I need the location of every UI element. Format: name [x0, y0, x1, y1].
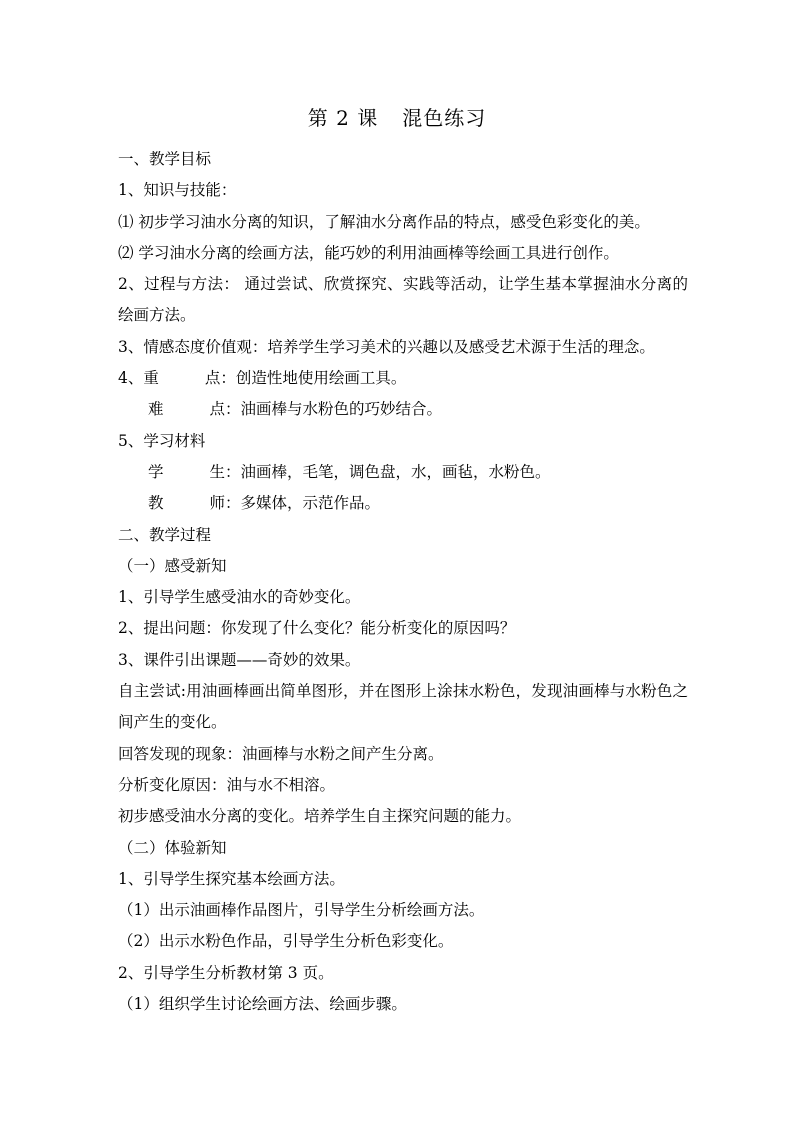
objective-item-1: ⑴ 初步学习油水分离的知识，了解油水分离作品的特点，感受色彩变化的美。	[118, 212, 650, 231]
materials-teacher	[118, 488, 688, 519]
process-item: （1）组织学生讨论绘画方法、绘画步骤。	[118, 995, 407, 1014]
objective-process: 2、过程与方法： 通过尝试、欣赏探究、实践等活动，让学生基本掌握油水分离的绘画方法。	[118, 275, 688, 325]
lesson-number: 第 2 课	[307, 106, 379, 130]
objective-item-2: ⑵ 学习油水分离的绘画方法，能巧妙的利用油画棒等绘画工具进行创作。	[118, 243, 619, 262]
key-point-label: 4、重	[118, 369, 159, 388]
page-title	[0, 104, 794, 132]
subsection-perceive: （一）感受新知	[118, 556, 227, 575]
process-item: 2、引导学生分析教材第 3 页。	[118, 963, 334, 982]
materials-teacher-label: 教	[148, 494, 164, 513]
objective-attitude: 3、情感态度价值观：培养学生学习美术的兴趣以及感受艺术源于生活的理念。	[118, 337, 655, 356]
process-item: 1、引导学生探究基本绘画方法。	[118, 869, 345, 888]
process-item: 分析变化原因：油与水不相溶。	[118, 775, 336, 794]
key-point-text: 点：创造性地使用绘画工具。	[204, 369, 407, 388]
process-item: 2、提出问题：你发现了什么变化？能分析变化的原因吗？	[118, 619, 516, 638]
subsection-experience: （二）体验新知	[118, 838, 227, 857]
process-item: 3、课件引出课题——奇妙的效果。	[118, 650, 361, 669]
section-heading-process: 二、教学过程	[118, 525, 212, 544]
difficult-point	[118, 394, 688, 425]
difficult-point-text: 点：油画棒与水粉色的巧妙结合。	[209, 400, 443, 419]
lesson-name: 混色练习	[402, 106, 487, 130]
process-item: 初步感受油水分离的变化。培养学生自主探究问题的能力。	[118, 807, 522, 826]
materials-student-text: 生：油画棒，毛笔，调色盘，水，画毡，水粉色。	[209, 462, 551, 481]
document-body	[118, 144, 688, 1020]
process-paragraph: 自主尝试:用油画棒画出简单图形，并在图形上涂抹水粉色，发现油画棒与水粉色之间产生的变化。	[118, 682, 688, 732]
key-point	[118, 363, 688, 394]
process-item: 1、引导学生感受油水的奇妙变化。	[118, 588, 361, 607]
difficult-point-label: 难	[148, 400, 164, 419]
materials-student	[118, 457, 688, 488]
materials-teacher-text: 师：多媒体，示范作品。	[209, 494, 381, 513]
section-heading-objectives: 一、教学目标	[118, 150, 212, 168]
objective-knowledge: 1、知识与技能：	[118, 181, 237, 200]
materials-student-label: 学	[148, 462, 164, 481]
process-item: （2）出示水粉色作品，引导学生分析色彩变化。	[118, 932, 454, 951]
process-item: 回答发现的现象：油画棒与水粉之间产生分离。	[118, 744, 444, 763]
materials-heading: 5、学习材料	[118, 431, 206, 450]
process-item: （1）出示油画棒作品图片，引导学生分析绘画方法。	[118, 901, 485, 920]
